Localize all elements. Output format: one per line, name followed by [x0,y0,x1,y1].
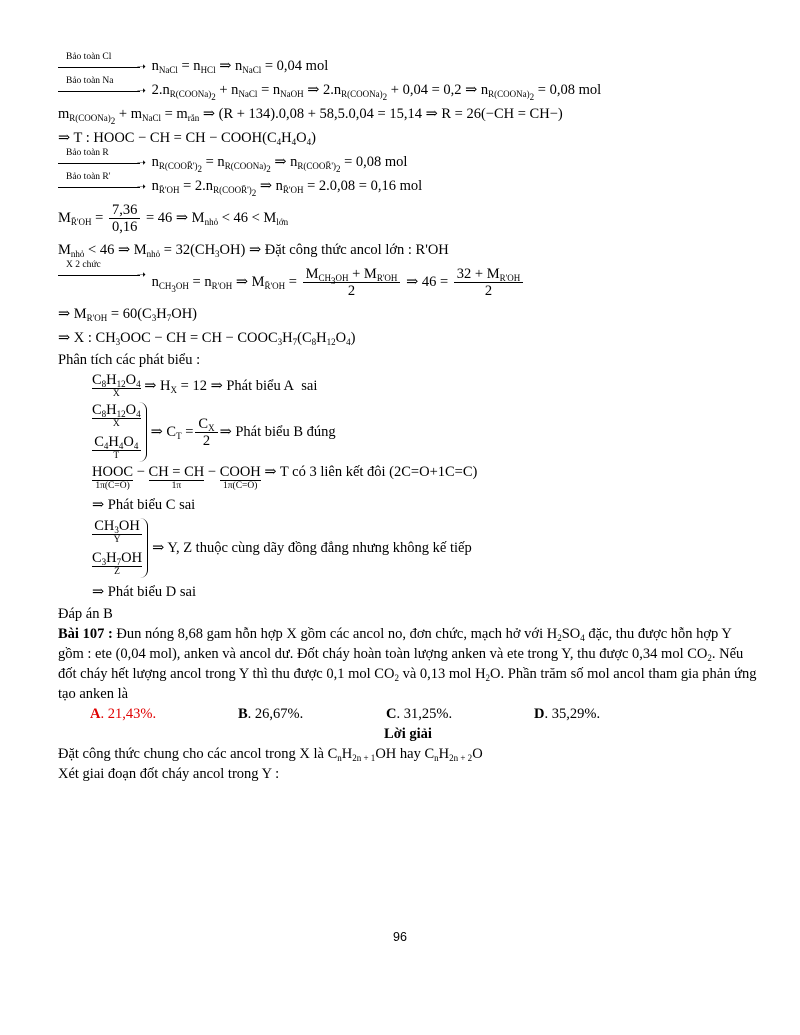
statement-c: HOOC 1π(C=O) − CH = CH 1π − COOH 1π(C=O) ⇒ T có 3 liên kết đôi (2C=O+1C=C) [92,464,478,491]
statement-d: $CH_3OH$ Y $C_3H_7OH$ Z ⇒ Y, Z thuộc cùng dãy đồng đẳng nhưng không kế tiếp [92,518,472,577]
step-cl: Bảo toàn Cl ➝ $n_{NaCl} = n_{HCl}$ ⇒ $n_{NaCl} = 0,04$ mol [58,54,758,78]
fraction-46: $\frac{32 + M_{R'OH}}{2}$ [454,266,523,299]
small-alcohol: $M_{nhỏ} < 46$ ⇒ $M_{nhỏ} = 32(CH_3OH)$ ⇒ Đặt công thức ancol lớn : R'OH [58,242,449,259]
solution-line-1: Đặt công thức chung cho các ancol trong X là $C_nH_{2n + 1}OH$ hay $C_nH_{2n + 2}O$ [58,746,483,763]
answer-options [90,704,758,724]
arrow-conservation-r: Bảo toàn R ➝ [58,150,146,174]
option-a: A. 21,43%. [90,706,157,722]
arrow-x-diester: X 2 chức ➝ [58,262,146,286]
step-na: Bảo toàn Na ➝ $2.n_{R(COONa)_2} + n_{NaCl} = n_{NaOH}$ ⇒ $2.n_{R(COONa)_2} + 0,04 = 0,2$ ⇒ $n_{R(COONa)_2} = 0,08$ mol [58,78,758,102]
statement-d-conclusion: ⇒ Phát biểu D sai [92,584,196,600]
statement-c-conclusion: ⇒ Phát biểu C sai [92,497,196,513]
mean-molar-mass: $M_{R̄'OH}$ = $\frac{7,36}{0,16}$ = 46 ⇒ $M_{nhỏ} < 46 < M_{lớn}$ [58,202,289,236]
statement-a: $C_8H_{12}O_4$ X ⇒ $H_X = 12$ ⇒ Phát biểu A sai [92,372,318,399]
option-c: C. 31,25%. [386,706,453,722]
arrow-conservation-r-prime: Bảo toàn R' ➝ [58,174,146,198]
step-r-prime: Bảo toàn R' ➝ $n_{R̄'OH} = 2.n_{R(COOR̄')_2}$ ⇒ $n_{R̄'OH} = 2.0,08 = 0,16$ mol [58,174,758,198]
document-page [58,54,758,784]
arrow-conservation-na: Bảo toàn Na ➝ [58,78,146,102]
step-mass: $m_{R(COONa)_2} + m_{NaCl} = m_{rắn}$ ⇒ (R + 134).0,08 + 58,5.0,04 = 15,14 ⇒ R = 26(−CH = CH−) [58,106,563,126]
option-b: B. 26,67%. [238,706,304,722]
option-d: D. 35,29%. [534,706,601,722]
solution-line-2: Xét giai đoạn đốt cháy ancol trong Y : [58,766,280,782]
step-r: Bảo toàn R ➝ $n_{R(COOR̄')_2} = n_{R(COONa)_2}$ ⇒ $n_{R(COOR̄')_2} = 0,08$ mol [58,150,758,174]
x-result: ⇒ X : $CH_3OOC$ − CH = CH − $COOC_3H_7(C_8H_{12}O_4)$ [58,330,356,347]
page-number: 96 [393,930,407,944]
mr-result: ⇒ $M_{R'OH} = 60(C_3H_7OH)$ [58,306,197,323]
x2-relation: X 2 chức ➝ $n_{CH_3OH} = n_{R'OH}$ ⇒ $M_{R̄'OH}$ = $\frac{M_{CH_3OH} + M_{R'OH}}{2}$ ⇒ 46 = $\frac{32 + M_{R'OH}}{2}$ [58,262,758,302]
fraction-avg: $\frac{M_{CH_3OH} + M_{R'OH}}{2}$ [303,266,401,299]
step-t: ⇒ T : HOOC − CH = CH − $COOH(C_4H_4O_4)$ [58,130,316,147]
fraction-mean: $\frac{7,36}{0,16}$ [109,202,140,235]
arrow-conservation-cl: Bảo toàn Cl ➝ [58,54,146,78]
solution-heading: Lời giải [384,726,432,742]
problem-107: Bài 107 : Đun nóng 8,68 gam hỗn hợp X gồm các ancol no, đơn chức, mạch hở với $H_2SO_4$ đặc, thu được hỗn hợp Y gồm : ete (0,04 mol), anken và ancol dư. Đốt cháy hoàn toàn lượng anken và ete trong Y, thu được 0,34 mol $CO_2$. Nếu đốt cháy hết lượng ancol trong Y thì thu được 0,1 mol $CO_2$ và 0,13 mol $H_2O$. Phần trăm số mol ancol tham gia phản ứng tạo anken là [58,626,757,702]
analysis-heading: Phân tích các phát biểu : [58,352,201,368]
answer-line: Đáp án B [58,606,113,622]
analysis-block [92,372,758,604]
statement-b: $C_8H_{12}O_4$ X $C_4H_4O_4$ T ⇒ $C_T$ = $\frac{C_X}{2}$ ⇒ Phát biểu B đúng [92,402,336,461]
